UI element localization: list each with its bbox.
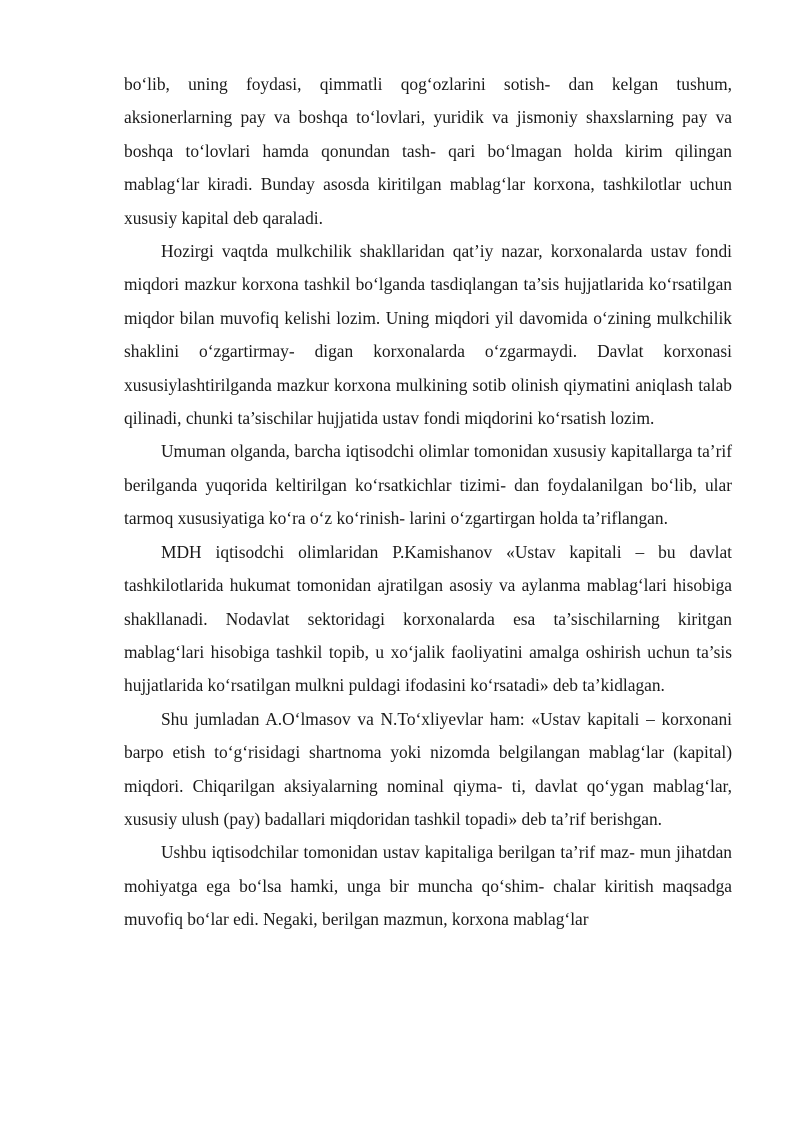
paragraph-ustav-kapitali-tarif: Ushbu iqtisodchilar tomonidan ustav kapitaliga berilgan ta’rif maz- mun jihatdan mohiyatga ega bo‘lsa hamki, unga bir muncha qo‘shim- chalar kiritish maqsadga muvofiq bo‘lar edi. Negaki, berilgan mazmun, korxona mablag‘lar xyxy=(124,842,732,930)
paragraph-ustav-fondi: Hozirgi vaqtda mulkchilik shakllaridan qat’iy nazar, korxonalarda ustav fondi miqdori mazkur korxona tashkil bo‘lganda tasdiqlangan ta’sis hujjatlarida ko‘rsatilgan miqdor bilan muvofiq kelishi lozim. Uning miqdori yil davomida o‘zining mulkchilik shaklini o‘zgartirmay- digan korxonalarda o‘zgarmaydi. Davlat korxonasi xususiylashtirilganda mazkur korxona mulkining sotib olinish qiymatini aniqlash talab qilinadi, chunki ta’sischilar hujjatida ustav fondi miqdorini ko‘rsatish lozim. xyxy=(124,241,732,429)
paragraph-xususiy-kapital-tarif: Umuman olganda, barcha iqtisodchi olimlar tomonidan xususiy kapitallarga ta’rif berilganda yuqorida keltirilgan ko‘rsatkichlar tizimi- dan foydalanilgan bo‘lib, ular tarmoq xususiyatiga ko‘ra o‘z ko‘rinish- larini o‘zgartirgan holda ta’riflangan. xyxy=(124,441,732,529)
paragraph-continuation: bo‘lib, uning foydasi, qimmatli qog‘ozlarini sotish- dan kelgan tushum, aksionerlarning pay va boshqa to‘lovlari, yuridik va jismoniy shaxslarning pay va boshqa to‘lovlari hamda qonundan tash- qari bo‘lmagan holda kirim qilingan mablag‘lar kiradi. Bunday asosda kiritilgan mablag‘lar korxona, tashkilotlar uchun xususiy kapital deb qaraladi. xyxy=(124,74,732,228)
document-page xyxy=(124,68,732,937)
paragraph-kamishanov-quote: MDH iqtisodchi olimlaridan P.Kamishanov «Ustav kapitali – bu davlat tashkilotlarida hukumat tomonidan ajratilgan asosiy va aylanma mablag‘lari hisobiga shakllanadi. Nodavlat sektoridagi korxonalarda esa ta’sischilarning kiritgan mablag‘lari hisobiga tashkil topib, u xo‘jalik faoliyatini amalga oshirish uchun ta’sis hujjatlarida ko‘rsatilgan mulkni puldagi ifodasini ko‘rsatadi» deb ta’kidlagan. xyxy=(124,541,732,696)
paragraph-olmasov-quote: Shu jumladan A.O‘lmasov va N.To‘xliyevlar ham: «Ustav kapitali – korxonani barpo etish to‘g‘risidagi shartnoma yoki nizomda belgilangan mablag‘lar (kapital) miqdori. Chiqarilgan aksiyalarning nominal qiyma- ti, davlat qo‘ygan mablag‘lar, xususiy ulush (pay) badallari miqdoridan tashkil topadi» deb ta’rif berishgan. xyxy=(124,708,732,829)
